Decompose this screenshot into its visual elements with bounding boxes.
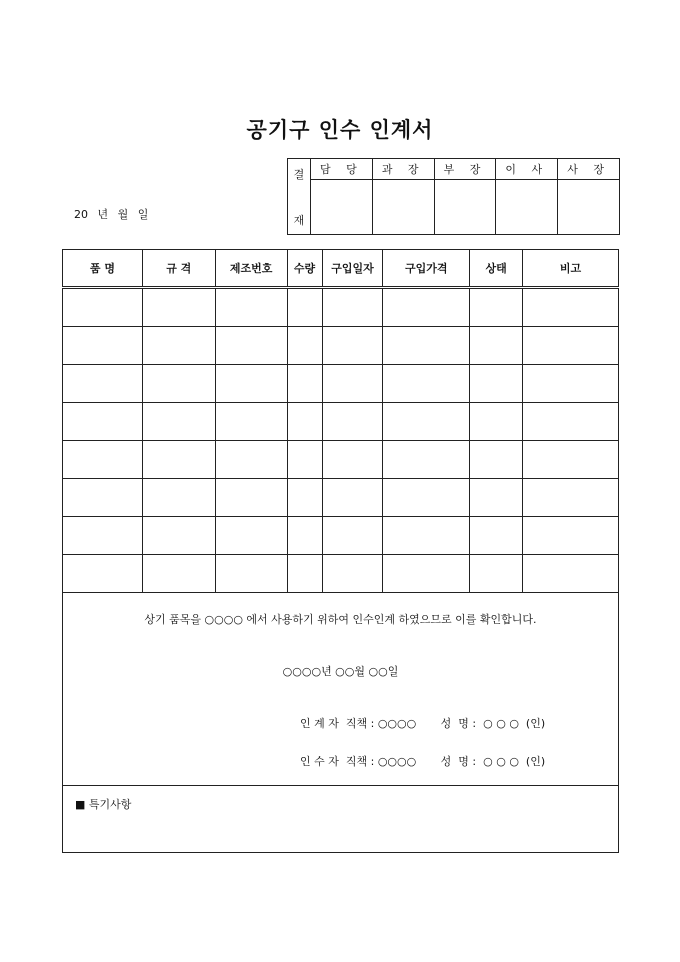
date-line: 20 년 월 일: [74, 208, 149, 221]
table-cell[interactable]: [470, 288, 523, 327]
table-cell[interactable]: [470, 555, 523, 593]
column-header: 구입일자: [322, 250, 383, 288]
table-cell[interactable]: [215, 479, 287, 517]
approval-sign-cell[interactable]: [434, 180, 496, 235]
confirmation-section: [63, 593, 619, 786]
table-cell[interactable]: [470, 441, 523, 479]
table-cell[interactable]: [215, 403, 287, 441]
table-cell[interactable]: [215, 365, 287, 403]
table-cell[interactable]: [523, 327, 619, 365]
table-cell[interactable]: [142, 403, 215, 441]
approval-role: 이 사: [496, 159, 558, 180]
table-cell[interactable]: [142, 479, 215, 517]
table-cell[interactable]: [470, 365, 523, 403]
confirmation-statement: 상기 품목을 ○○○○ 에서 사용하기 위하여 인수인계 하였으므로 이를 확인합니다.: [144, 613, 537, 626]
approval-role: 사 장: [558, 159, 620, 180]
table-cell[interactable]: [142, 517, 215, 555]
table-cell[interactable]: [142, 327, 215, 365]
confirmation-date: ○○○○년 ○○월 ○○일: [282, 665, 399, 678]
table-cell[interactable]: [215, 517, 287, 555]
table-cell[interactable]: [63, 365, 143, 403]
table-cell[interactable]: [322, 555, 383, 593]
special-notes-label: ■ 특기사항: [75, 798, 132, 811]
table-cell[interactable]: [142, 555, 215, 593]
column-header: 구입가격: [383, 250, 470, 288]
table-cell[interactable]: [322, 365, 383, 403]
table-cell[interactable]: [287, 479, 322, 517]
approval-side-label: 결 재: [288, 159, 311, 235]
table-cell[interactable]: [215, 555, 287, 593]
table-cell[interactable]: [322, 479, 383, 517]
table-cell[interactable]: [322, 288, 383, 327]
column-header: 수량: [287, 250, 322, 288]
table-cell[interactable]: [215, 288, 287, 327]
table-cell[interactable]: [383, 365, 470, 403]
table-row: [63, 288, 619, 327]
table-cell[interactable]: [470, 403, 523, 441]
table-cell[interactable]: [142, 441, 215, 479]
table-cell[interactable]: [322, 517, 383, 555]
handover-signature-line: 인 계 자 직책 : ○○○○ 성 명 : ○ ○ ○ (인): [300, 717, 546, 730]
table-row: [63, 517, 619, 555]
table-cell[interactable]: [63, 327, 143, 365]
approval-role: 과 장: [372, 159, 434, 180]
column-header: 제조번호: [215, 250, 287, 288]
table-cell[interactable]: [523, 479, 619, 517]
receiver-signature-line: 인 수 자 직책 : ○○○○ 성 명 : ○ ○ ○ (인): [300, 755, 546, 768]
table-cell[interactable]: [287, 327, 322, 365]
table-cell[interactable]: [63, 517, 143, 555]
table-cell[interactable]: [322, 403, 383, 441]
table-header-row: [63, 250, 619, 288]
table-cell[interactable]: [63, 479, 143, 517]
table-cell[interactable]: [287, 555, 322, 593]
column-header: 비고: [523, 250, 619, 288]
document-title: 공기구 인수 인계서: [246, 118, 434, 142]
table-cell[interactable]: [383, 288, 470, 327]
table-cell[interactable]: [287, 403, 322, 441]
approval-sign-cell[interactable]: [311, 180, 373, 235]
approval-sign-cell[interactable]: [372, 180, 434, 235]
table-cell[interactable]: [523, 365, 619, 403]
table-cell[interactable]: [287, 441, 322, 479]
table-cell[interactable]: [383, 555, 470, 593]
table-cell[interactable]: [523, 441, 619, 479]
special-notes-section[interactable]: [63, 786, 619, 853]
table-cell[interactable]: [383, 517, 470, 555]
approval-sign-cell[interactable]: [496, 180, 558, 235]
table-cell[interactable]: [383, 403, 470, 441]
table-cell[interactable]: [63, 441, 143, 479]
approval-role: 부 장: [434, 159, 496, 180]
table-row: [63, 327, 619, 365]
table-cell[interactable]: [63, 555, 143, 593]
table-cell[interactable]: [287, 288, 322, 327]
table-row: [63, 555, 619, 593]
table-cell[interactable]: [470, 479, 523, 517]
table-cell[interactable]: [287, 365, 322, 403]
table-cell[interactable]: [63, 288, 143, 327]
table-row: [63, 479, 619, 517]
table-cell[interactable]: [523, 555, 619, 593]
table-cell[interactable]: [63, 403, 143, 441]
table-cell[interactable]: [142, 288, 215, 327]
approval-sign-cell[interactable]: [558, 180, 620, 235]
table-cell[interactable]: [322, 327, 383, 365]
table-cell[interactable]: [470, 327, 523, 365]
column-header: 규 격: [142, 250, 215, 288]
table-cell[interactable]: [470, 517, 523, 555]
table-cell[interactable]: [523, 517, 619, 555]
table-cell[interactable]: [322, 441, 383, 479]
table-row: [63, 365, 619, 403]
table-cell[interactable]: [383, 441, 470, 479]
approval-box: [287, 158, 620, 235]
table-row: [63, 403, 619, 441]
table-cell[interactable]: [287, 517, 322, 555]
table-cell[interactable]: [383, 327, 470, 365]
table-row: [63, 441, 619, 479]
table-cell[interactable]: [215, 441, 287, 479]
table-cell[interactable]: [142, 365, 215, 403]
column-header: 품 명: [63, 250, 143, 288]
equipment-table: [62, 249, 619, 853]
table-cell[interactable]: [383, 479, 470, 517]
table-cell[interactable]: [523, 403, 619, 441]
column-header: 상태: [470, 250, 523, 288]
approval-role: 담 당: [311, 159, 373, 180]
table-cell[interactable]: [215, 327, 287, 365]
table-cell[interactable]: [523, 288, 619, 327]
